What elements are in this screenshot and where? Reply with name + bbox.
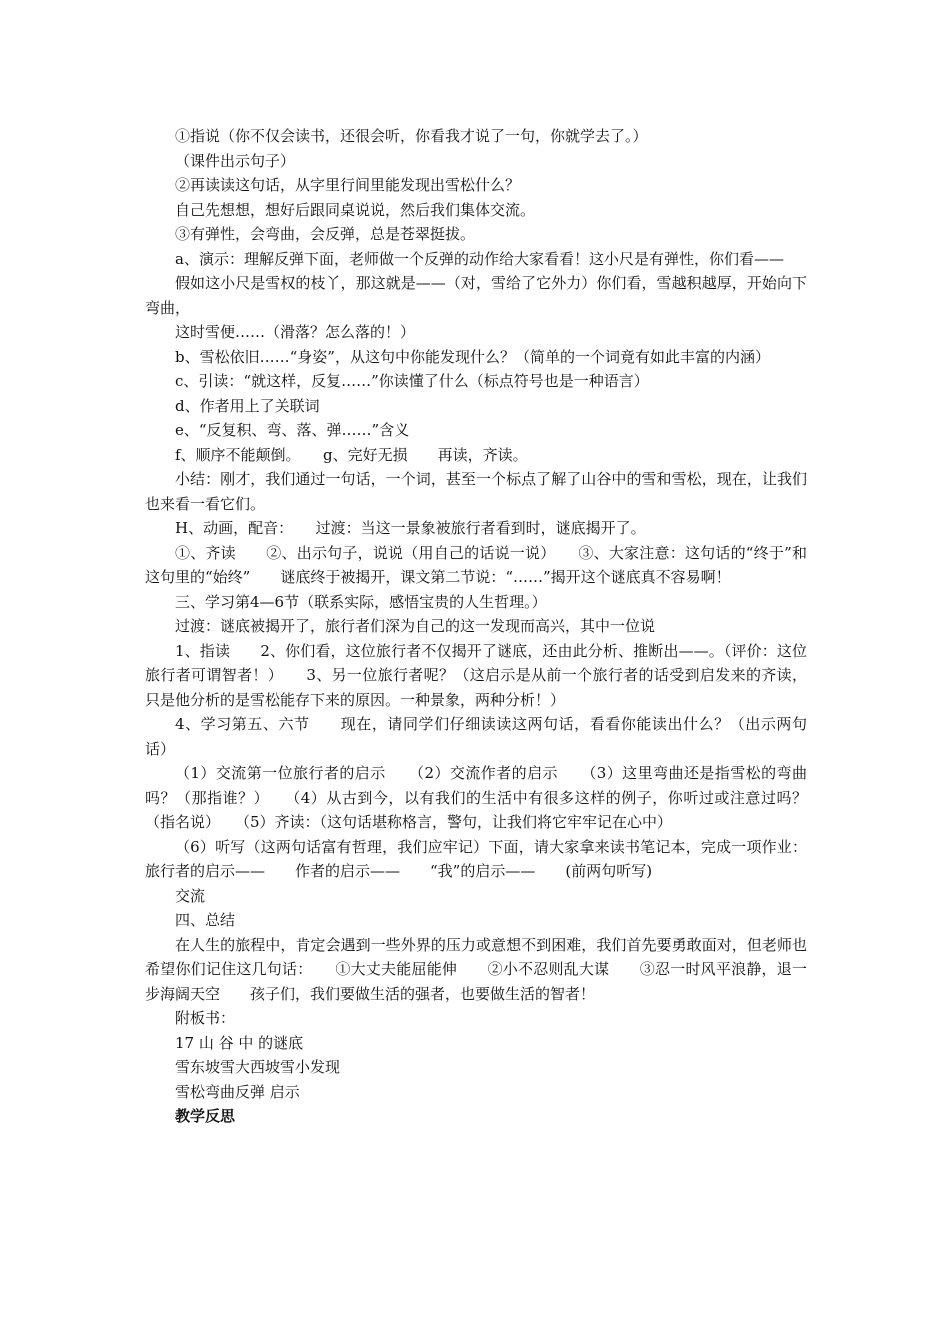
- section-heading: 四、总结: [175, 911, 236, 929]
- paragraph: 这时雪便……（滑落？怎么落的！）: [175, 323, 416, 341]
- paragraph: ②再读读这句话，从字里行间里能发现出雪松什么？: [175, 176, 521, 194]
- paragraph: 自己先想想，想好后跟同桌说说，然后我们集体交流。: [175, 200, 536, 219]
- paragraph: a、演示：理解反弹下面，老师做一个反弹的动作给大家看看！这小尺是有弹性，你们看——: [175, 249, 784, 268]
- paragraph: 交流: [175, 886, 206, 905]
- paragraph: d、作者用上了关联词: [175, 396, 320, 415]
- reflection-heading: 教学反思: [175, 1107, 236, 1125]
- paragraph: ③有弹性，会弯曲，会反弹，总是苍翠挺拔。: [175, 225, 476, 243]
- paragraph: （课件出示句子）: [175, 151, 296, 170]
- board-notes-label: 附板书：: [175, 1009, 236, 1027]
- paragraph: 过渡：谜底被揭开了，旅行者们深为自己的这一发现而高兴，其中一位说: [175, 617, 656, 635]
- paragraph: （6）听写（这两句话富有哲理，我们应牢记）下面，请大家拿来读书笔记本，完成一项作业：旅行者的启示—— 作者的启示—— “我”的启示—— (前两句听写): [145, 837, 807, 880]
- paragraph: H、动画，配音： 过渡：当这一景象被旅行者看到时，谜底揭开了。: [175, 519, 646, 537]
- paragraph: ①、齐读 ②、出示句子，说说（用自己的话说一说） ③、大家注意：这句话的“终于”和这句里的“始终” 谜底终于被揭开，课文第二节说：“……”揭开这个谜底真不容易啊！: [145, 543, 807, 586]
- paragraph: c、引读：“就这样，反复……”你读懂了什么（标点符号也是一种语言）: [175, 372, 649, 390]
- paragraph: 在人生的旅程中，肯定会遇到一些外界的压力或意想不到困难，我们首先要勇敢面对，但老师也希望你们记住这几句话： ①大丈夫能屈能伸 ②小不忍则乱大谋 ③忍一时风平浪静，退一步海阔天空 孩子们，我们要做生活的强者，也要做生活的智者！: [145, 935, 807, 1003]
- board-notes-line: 17 山 谷 中 的谜底: [175, 1033, 304, 1052]
- board-notes-line: 雪松弯曲反弹 启示: [175, 1082, 300, 1101]
- paragraph: 小结：刚才，我们通过一句话，一个词，甚至一个标点了解了山谷中的雪和雪松，现在，让我们也来看一看它们。: [145, 470, 807, 513]
- document-body: [145, 124, 807, 1129]
- paragraph: f、顺序不能颠倒。 g、完好无损 再读，齐读。: [175, 445, 528, 464]
- paragraph: ①指说（你不仅会读书，还很会听，你看我才说了一句，你就学去了。）: [175, 127, 648, 145]
- board-notes-line: 雪东坡雪大西坡雪小发现: [175, 1058, 341, 1076]
- paragraph: 1、指读 2、你们看，这位旅行者不仅揭开了谜底，还由此分析、推断出——。（评价：这位旅行者可谓智者！） 3、另一位旅行者呢？（这启示是从前一个旅行者的话受到启发来的齐读，只是他分析的是雪松能存下来的原因。一种景象，两种分析！）: [145, 641, 807, 709]
- section-heading: 三、学习第4—6节（联系实际，感悟宝贵的人生哲理。）: [175, 592, 547, 611]
- paragraph: （1）交流第一位旅行者的启示 （2）交流作者的启示 （3）这里弯曲还是指雪松的弯曲吗？（那指谁？） （4）从古到今，以有我们的生活中有很多这样的例子，你听过或注意过吗？（指名说） （5）齐读：（这句话堪称格言，警句，让我们将它牢牢记在心中）: [145, 764, 807, 831]
- paragraph: 假如这小尺是雪权的枝丫，那这就是——（对，雪给了它外力）你们看，雪越积越厚，开始向下弯曲，: [145, 274, 807, 317]
- paragraph: 4、学习第五、六节 现在，请同学们仔细读读这两句话，看看你能读出什么？（出示两句话）: [145, 715, 807, 758]
- paragraph: b、雪松依旧……“身姿”，从这句中你能发现什么？（简单的一个词竟有如此丰富的内涵）: [175, 347, 770, 366]
- paragraph: e、“反复积、弯、落、弹……”含义: [175, 421, 410, 439]
